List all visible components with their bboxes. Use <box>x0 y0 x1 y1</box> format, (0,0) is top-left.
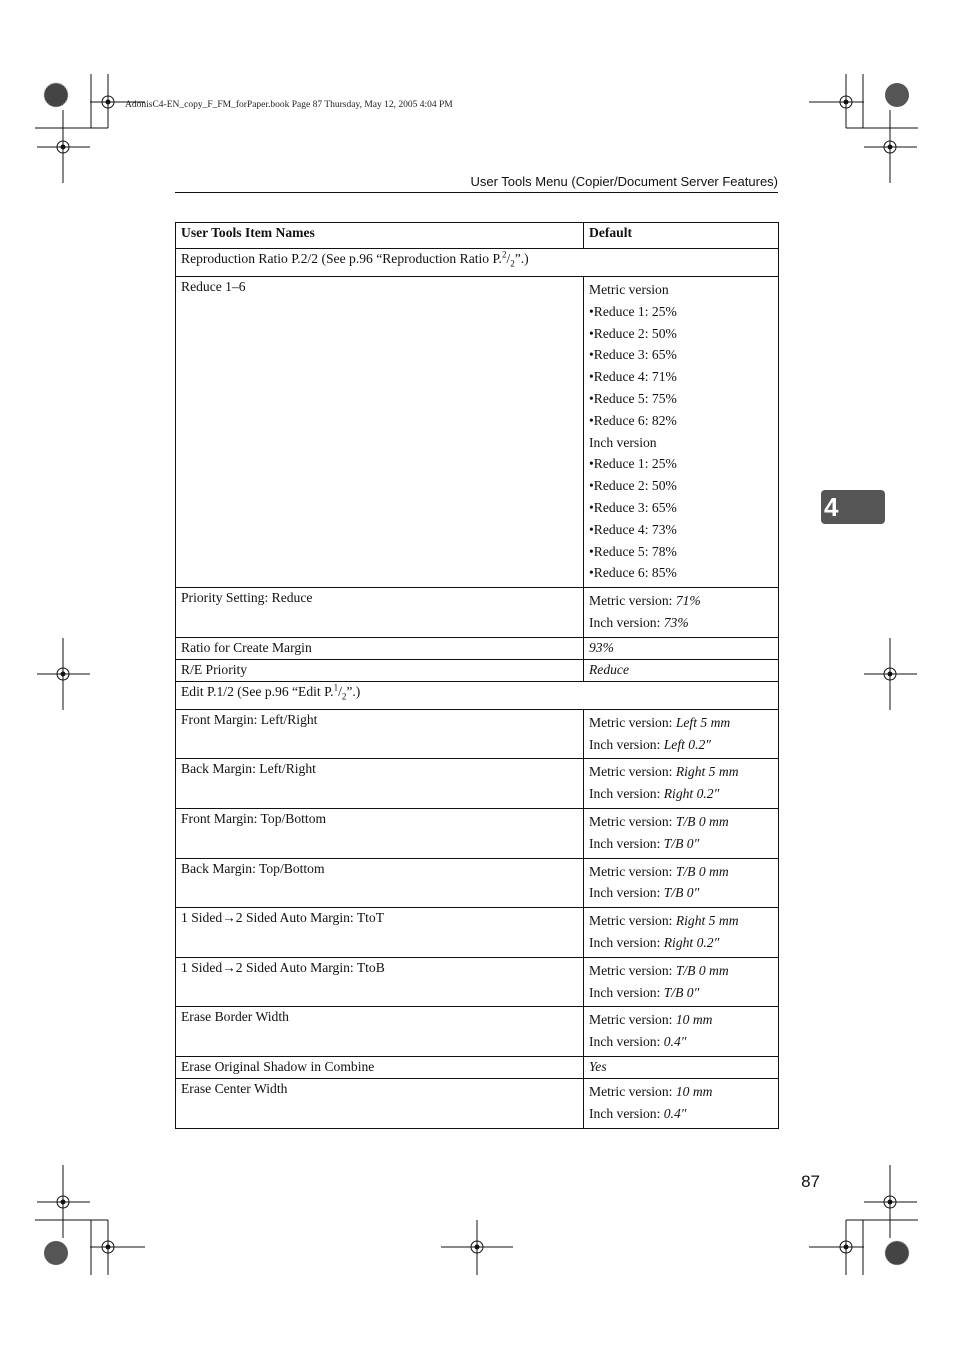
default-value <box>584 759 779 809</box>
reduce-defaults <box>584 277 779 588</box>
metric-label: Metric version: <box>589 764 676 780</box>
metric-value: Left 5 mm <box>675 714 731 730</box>
item-name: Priority Setting: Reduce <box>176 588 584 638</box>
section-sup: 2 <box>501 249 507 260</box>
reduce-line: •Reduce 2: 50% <box>589 478 677 494</box>
item-name: 1 Sided→2 Sided Auto Margin: TtoT <box>176 908 584 958</box>
item-name: Reduce 1–6 <box>176 277 584 588</box>
metric-line <box>589 1081 773 1103</box>
metric-line <box>589 811 773 833</box>
inch-label: Inch version: <box>589 984 664 1000</box>
item-name: Erase Border Width <box>176 1007 584 1057</box>
table-row-erase-center <box>176 1078 779 1128</box>
print-slug: AdonisC4-EN_copy_F_FM_forPaper.book Page 87 Thursday, May 12, 2005 4:04 PM <box>125 100 453 110</box>
table-row-erase-shadow <box>176 1056 779 1078</box>
metric-line <box>589 910 773 932</box>
default-value: Yes <box>584 1056 779 1078</box>
inch-line <box>589 783 773 805</box>
metric-label: Metric version: <box>589 1083 676 1099</box>
inch-label: Inch version: <box>589 934 664 950</box>
inch-value: 0.4″ <box>663 1034 687 1050</box>
item-name: Front Margin: Top/Bottom <box>176 808 584 858</box>
item-name: Front Margin: Left/Right <box>176 709 584 759</box>
metric-value: T/B 0 mm <box>675 962 729 978</box>
metric-value: T/B 0 mm <box>675 863 729 879</box>
item-name: 1 Sided→2 Sided Auto Margin: TtoB <box>176 957 584 1007</box>
table-row <box>176 808 779 858</box>
metric-value: 71% <box>675 593 701 609</box>
inch-value: T/B 0″ <box>663 835 700 851</box>
table-row-ratio-margin <box>176 637 779 659</box>
section-text: Reproduction Ratio P.2/2 (See p.96 “Reproduction Ratio P. <box>181 251 502 266</box>
default-value <box>584 1007 779 1057</box>
metric-line <box>589 712 773 734</box>
default-value <box>584 808 779 858</box>
inch-line <box>589 1103 773 1125</box>
metric-label: Metric version: <box>589 913 676 929</box>
inch-line <box>589 982 773 1004</box>
metric-line <box>589 861 773 883</box>
section-reproduction-ratio <box>176 249 779 277</box>
inch-label: Inch version: <box>589 786 664 802</box>
metric-value: Right 5 mm <box>675 764 739 780</box>
reduce-line: •Reduce 1: 25% <box>589 456 677 472</box>
reduce-line: •Reduce 3: 65% <box>589 347 677 363</box>
metric-label: Metric version: <box>589 593 676 609</box>
item-name: R/E Priority <box>176 659 584 681</box>
table-header-row <box>176 223 779 249</box>
inch-line <box>589 833 773 855</box>
default-value <box>584 858 779 908</box>
metric-label: Metric version: <box>589 1012 676 1028</box>
reduce-line: •Reduce 5: 75% <box>589 390 677 406</box>
table-row <box>176 957 779 1007</box>
inch-label: Inch version: <box>589 736 664 752</box>
default-value: 93% <box>584 637 779 659</box>
inch-line <box>589 932 773 954</box>
reduce-line: •Reduce 4: 73% <box>589 521 677 537</box>
reduce-line: •Reduce 5: 78% <box>589 543 677 559</box>
inch-label: Inch version: <box>589 1105 664 1121</box>
page-number: 87 <box>801 1172 820 1191</box>
section-sup: 1 <box>333 682 339 693</box>
inch-label: Inch version: <box>589 1034 664 1050</box>
default-value <box>584 588 779 638</box>
section-text: Edit P.1/2 (See p.96 “Edit P. <box>181 683 334 699</box>
inch-value: Right 0.2″ <box>663 786 720 802</box>
reduce-line: •Reduce 3: 65% <box>589 499 677 515</box>
metric-value: Right 5 mm <box>675 913 739 929</box>
reduce-line: Inch version <box>589 434 657 450</box>
reduce-line: •Reduce 6: 85% <box>589 565 677 581</box>
inch-line <box>589 734 773 756</box>
table-row <box>176 908 779 958</box>
reduce-line: •Reduce 6: 82% <box>589 412 677 428</box>
reduce-line: •Reduce 2: 50% <box>589 325 677 341</box>
inch-value: T/B 0″ <box>663 984 700 1000</box>
inch-value: Right 0.2″ <box>663 934 720 950</box>
table-row-priority <box>176 588 779 638</box>
section-tail: ”.) <box>514 251 529 266</box>
item-name: Erase Center Width <box>176 1078 584 1128</box>
reduce-line: •Reduce 1: 25% <box>589 303 677 319</box>
section-slash: / <box>506 251 511 266</box>
reduce-line: •Reduce 4: 71% <box>589 369 677 385</box>
table-row <box>176 759 779 809</box>
item-name: Ratio for Create Margin <box>176 637 584 659</box>
section-edit <box>176 681 779 709</box>
table-row <box>176 709 779 759</box>
table-row-reduce <box>176 277 779 588</box>
metric-label: Metric version: <box>589 714 676 730</box>
default-value <box>584 709 779 759</box>
running-head: User Tools Menu (Copier/Document Server Features) <box>470 174 778 189</box>
table-row-re-priority <box>176 659 779 681</box>
table-row <box>176 1007 779 1057</box>
inch-value: 73% <box>663 614 689 630</box>
default-value: Reduce <box>584 659 779 681</box>
metric-label: Metric version: <box>589 813 676 829</box>
inch-value: Left 0.2″ <box>663 736 711 752</box>
section-tail: ”.) <box>346 683 361 699</box>
item-name: Back Margin: Left/Right <box>176 759 584 809</box>
reduce-line: Metric version <box>589 282 669 297</box>
item-name: Back Margin: Top/Bottom <box>176 858 584 908</box>
metric-line <box>589 761 773 783</box>
inch-label: Inch version: <box>589 614 664 630</box>
header-item-names: User Tools Item Names <box>176 223 584 249</box>
inch-line <box>589 1031 773 1053</box>
default-value <box>584 908 779 958</box>
section-slash: / <box>338 683 342 699</box>
metric-value: 10 mm <box>675 1083 713 1099</box>
section-sub: 2 <box>341 691 347 702</box>
table-row <box>176 858 779 908</box>
metric-line <box>589 1009 773 1031</box>
inch-value: 0.4″ <box>663 1105 687 1121</box>
metric-label: Metric version: <box>589 863 676 879</box>
section-row-reproduction-ratio <box>176 249 779 277</box>
metric-line <box>589 960 773 982</box>
default-value <box>584 1078 779 1128</box>
header-rule <box>175 192 778 193</box>
item-name: Erase Original Shadow in Combine <box>176 1056 584 1078</box>
metric-value: 10 mm <box>675 1012 713 1028</box>
metric-label: Metric version: <box>589 962 676 978</box>
inch-line <box>589 612 773 634</box>
inch-line <box>589 882 773 904</box>
chapter-tab: 4 <box>821 490 885 524</box>
inch-value: T/B 0″ <box>663 885 700 901</box>
section-sub: 2 <box>510 258 515 269</box>
header-default: Default <box>584 223 779 249</box>
default-value <box>584 957 779 1007</box>
inch-label: Inch version: <box>589 835 664 851</box>
metric-value: T/B 0 mm <box>675 813 729 829</box>
user-tools-table <box>175 222 779 1129</box>
section-row-edit <box>176 681 779 709</box>
metric-line <box>589 590 773 612</box>
inch-label: Inch version: <box>589 885 664 901</box>
